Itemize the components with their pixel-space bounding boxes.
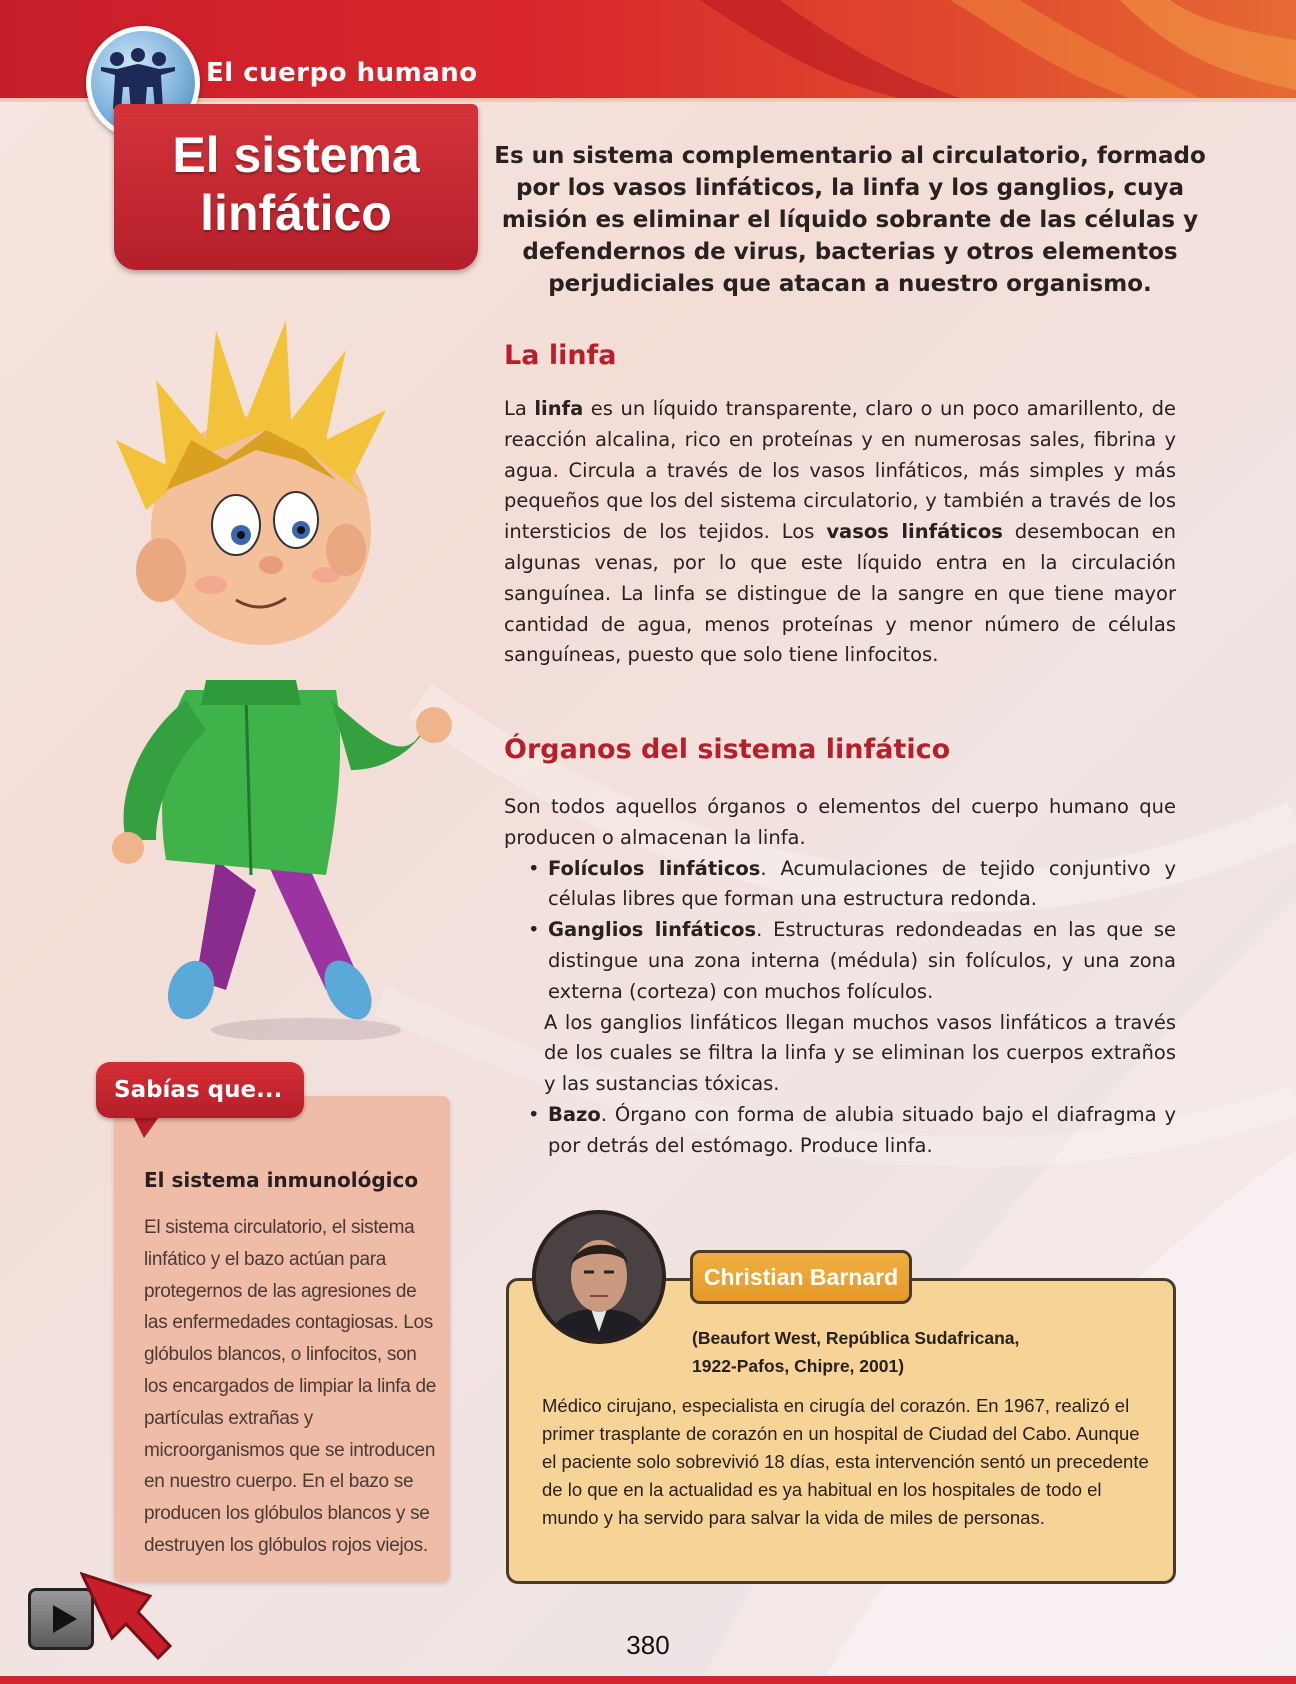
linfa-text-1: La — [504, 397, 535, 420]
list-item — [504, 1100, 1176, 1162]
biography-dates-line-1: (Beaufort West, República Sudafricana, — [692, 1328, 1020, 1348]
page-title-line-1: El sistema — [172, 127, 420, 183]
linfa-text-3: desembocan en algunas venas, por lo que este líquido entra en la circulación sanguínea. La linfa se distingue de la sangre en que tiene mayor cantidad de agua, menos proteínas y menor número de células sanguíneas, puesto que solo tiene linfocitos. — [504, 520, 1176, 667]
bullet-icon: • — [528, 918, 540, 942]
page-number: 380 — [626, 1630, 670, 1660]
page-title-line-2: linfático — [200, 185, 392, 241]
biography-text: Médico cirujano, especialista en cirugía del corazón. En 1967, realizó el primer trasplante de corazón en un hospital de Ciudad del Cabo. Aunque el paciente solo sobrevivió 18 días, esta intervención sentó un precedente de lo que en la actualidad es ya habitual en los hospitales de todo el mundo y ha servido para salvar la vida de miles de personas. — [542, 1395, 1149, 1528]
list-item — [504, 854, 1176, 916]
organos-section — [504, 792, 1176, 1162]
ganglios-continuation: A los ganglios linfáticos llegan muchos vasos linfáticos a través de los cuales se filtra la linfa y se eliminan los cuerpos extraños y las sustancias tóxicas. — [544, 1010, 1176, 1096]
organos-list — [504, 854, 1176, 1162]
biography-name-tab: Christian Barnard — [690, 1250, 912, 1304]
linfa-term-linfa: linfa — [534, 397, 584, 420]
boy-illustration — [96, 300, 466, 1040]
intro-paragraph: Es un sistema complementario al circulatorio, formado por los vasos linfáticos, la linfa y los ganglios, cuya misión es eliminar el líquido sobrante de las células y defendernos de virus, bacterias y otros elementos perjudiciales que atacan a nuestro organismo. — [494, 143, 1206, 297]
portrait-photo — [532, 1210, 666, 1344]
biography-dates-line-2: 1922-Pafos, Chipre, 2001) — [692, 1356, 905, 1376]
linfa-term-vasos: vasos linfáticos — [826, 520, 1003, 544]
list-item-text: . Órgano con forma de alubia situado bajo el diafragma y por detrás del estómago. Produce linfa. — [548, 1102, 1176, 1157]
list-item-term: Folículos linfáticos — [548, 856, 761, 880]
bullet-icon: • — [528, 856, 540, 880]
list-item-text: . Estructuras redondeadas en las que se distingue una zona interna (médula) sin folículos, y una zona externa (corteza) con muchos folículos. — [548, 918, 1176, 1003]
list-item-text: . Acumulaciones de tejido conjuntivo y células libres que forman una estructura redonda. — [548, 856, 1176, 911]
bullet-icon: • — [528, 1102, 540, 1126]
linfa-text-2: es un líquido transparente, claro o un poco amarillento, de reacción alcalina, rico en proteínas y en numerosas sales, fibrina y agua. Circula a través de los vasos linfáticos, más simples y más pequeños que los del sistema circulatorio, y también a través de los intersticios de los tejidos. Los — [504, 397, 1176, 544]
organos-intro: Son todos aquellos órganos o elementos del cuerpo humano que producen o almacenan la linfa. — [504, 795, 1176, 849]
sabias-que-tab: Sabías que... — [96, 1062, 304, 1118]
sabias-que-text: El sistema circulatorio, el sistema linfático y el bazo actúan para protegernos de las agresiones de las enfermedades contagiosas. Los glóbulos blancos, o linfocitos, son los encargados de limpiar la linfa de partículas extrañas y microorganismos que se introducen en nuestro cuerpo. En el bazo se producen los glóbulos blancos y se destruyen los glóbulos rojos viejos. — [144, 1217, 437, 1556]
list-item-term: Ganglios linfáticos — [548, 918, 757, 942]
heading-organos: Órganos del sistema linfático — [504, 734, 951, 765]
section-title: El cuerpo humano — [206, 58, 478, 88]
heading-la-linfa: La linfa — [504, 340, 617, 371]
list-item — [504, 915, 1176, 1007]
list-item-term: Bazo — [548, 1102, 601, 1126]
sabias-que-heading: El sistema inmunológico — [144, 1168, 419, 1192]
biography-dates — [692, 1324, 1019, 1380]
footer-bar — [0, 1676, 1296, 1684]
page-title — [114, 104, 478, 270]
linfa-paragraph — [504, 394, 1176, 671]
